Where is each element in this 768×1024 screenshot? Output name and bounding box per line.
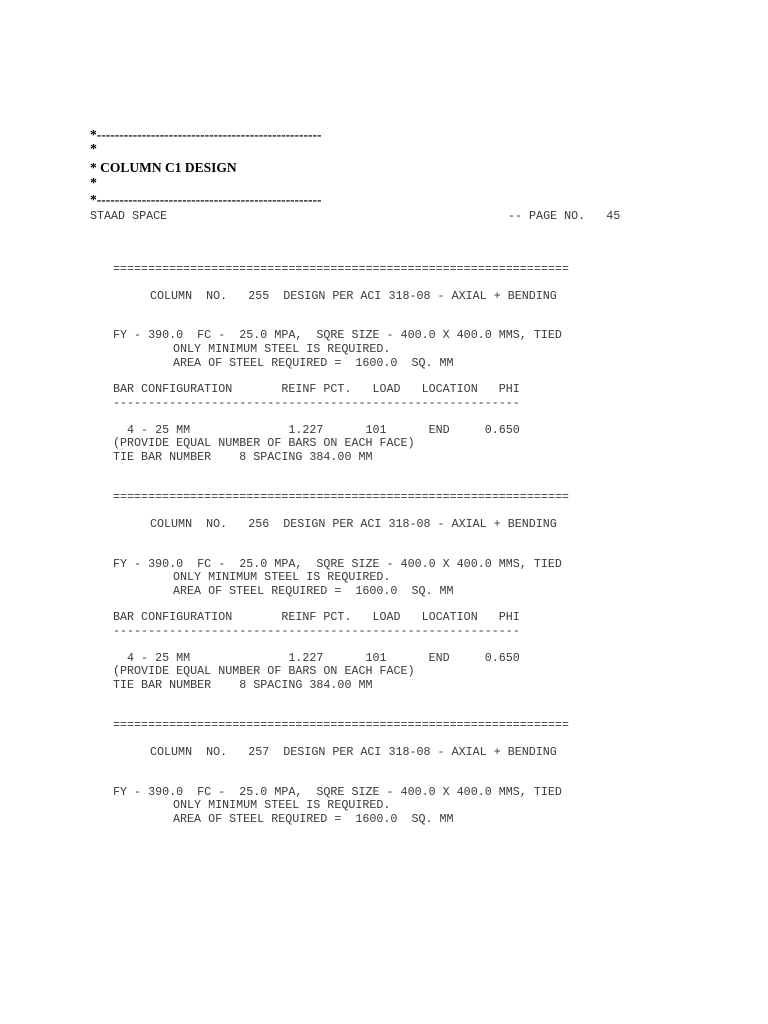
area-steel: AREA OF STEEL REQUIRED = 1600.0 SQ. MM xyxy=(173,584,454,598)
fy-line: FY - 390.0 FC - 25.0 MPA, SQRE SIZE - 400.0 X 400.0 MMS, TIED xyxy=(113,328,562,342)
page-header-left: STAAD SPACE xyxy=(90,209,168,223)
header-title: * COLUMN C1 DESIGN xyxy=(90,160,237,175)
tie-bar-line: TIE BAR NUMBER 8 SPACING 384.00 MM xyxy=(113,450,373,464)
column-title: COLUMN NO. 255 DESIGN PER ACI 318-08 - AXIAL + BENDING xyxy=(150,289,557,303)
table-rule: ---------------------------------------------------------- xyxy=(113,624,520,638)
header-rule-top: *-------------------------------------------------- xyxy=(90,127,322,142)
table-row: 4 - 25 MM 1.227 101 END 0.650 xyxy=(113,651,520,665)
header-rule-bottom: *-------------------------------------------------- xyxy=(90,192,322,207)
header-star: * xyxy=(90,176,97,191)
table-rule: ---------------------------------------------------------- xyxy=(113,396,520,410)
column-title: COLUMN NO. 256 DESIGN PER ACI 318-08 - AXIAL + BENDING xyxy=(150,517,557,531)
section-separator: ================================================================= xyxy=(113,718,569,732)
tie-bar-line: TIE BAR NUMBER 8 SPACING 384.00 MM xyxy=(113,678,373,692)
table-header: BAR CONFIGURATION REINF PCT. LOAD LOCATION PHI xyxy=(113,382,520,396)
min-steel-note: ONLY MINIMUM STEEL IS REQUIRED. xyxy=(173,570,391,584)
area-steel: AREA OF STEEL REQUIRED = 1600.0 SQ. MM xyxy=(173,356,454,370)
column-title: COLUMN NO. 257 DESIGN PER ACI 318-08 - AXIAL + BENDING xyxy=(150,745,557,759)
table-header: BAR CONFIGURATION REINF PCT. LOAD LOCATION PHI xyxy=(113,610,520,624)
section-separator: ================================================================= xyxy=(113,262,569,276)
min-steel-note: ONLY MINIMUM STEEL IS REQUIRED. xyxy=(173,798,391,812)
fy-line: FY - 390.0 FC - 25.0 MPA, SQRE SIZE - 400.0 X 400.0 MMS, TIED xyxy=(113,557,562,571)
area-steel: AREA OF STEEL REQUIRED = 1600.0 SQ. MM xyxy=(173,812,454,826)
bar-note: (PROVIDE EQUAL NUMBER OF BARS ON EACH FACE) xyxy=(113,436,415,450)
header-star: * xyxy=(90,142,97,157)
section-separator: ================================================================= xyxy=(113,490,569,504)
min-steel-note: ONLY MINIMUM STEEL IS REQUIRED. xyxy=(173,342,391,356)
page-number: -- PAGE NO. 45 xyxy=(508,209,621,223)
table-row: 4 - 25 MM 1.227 101 END 0.650 xyxy=(113,423,520,437)
bar-note: (PROVIDE EQUAL NUMBER OF BARS ON EACH FACE) xyxy=(113,664,415,678)
fy-line: FY - 390.0 FC - 25.0 MPA, SQRE SIZE - 400.0 X 400.0 MMS, TIED xyxy=(113,785,562,799)
